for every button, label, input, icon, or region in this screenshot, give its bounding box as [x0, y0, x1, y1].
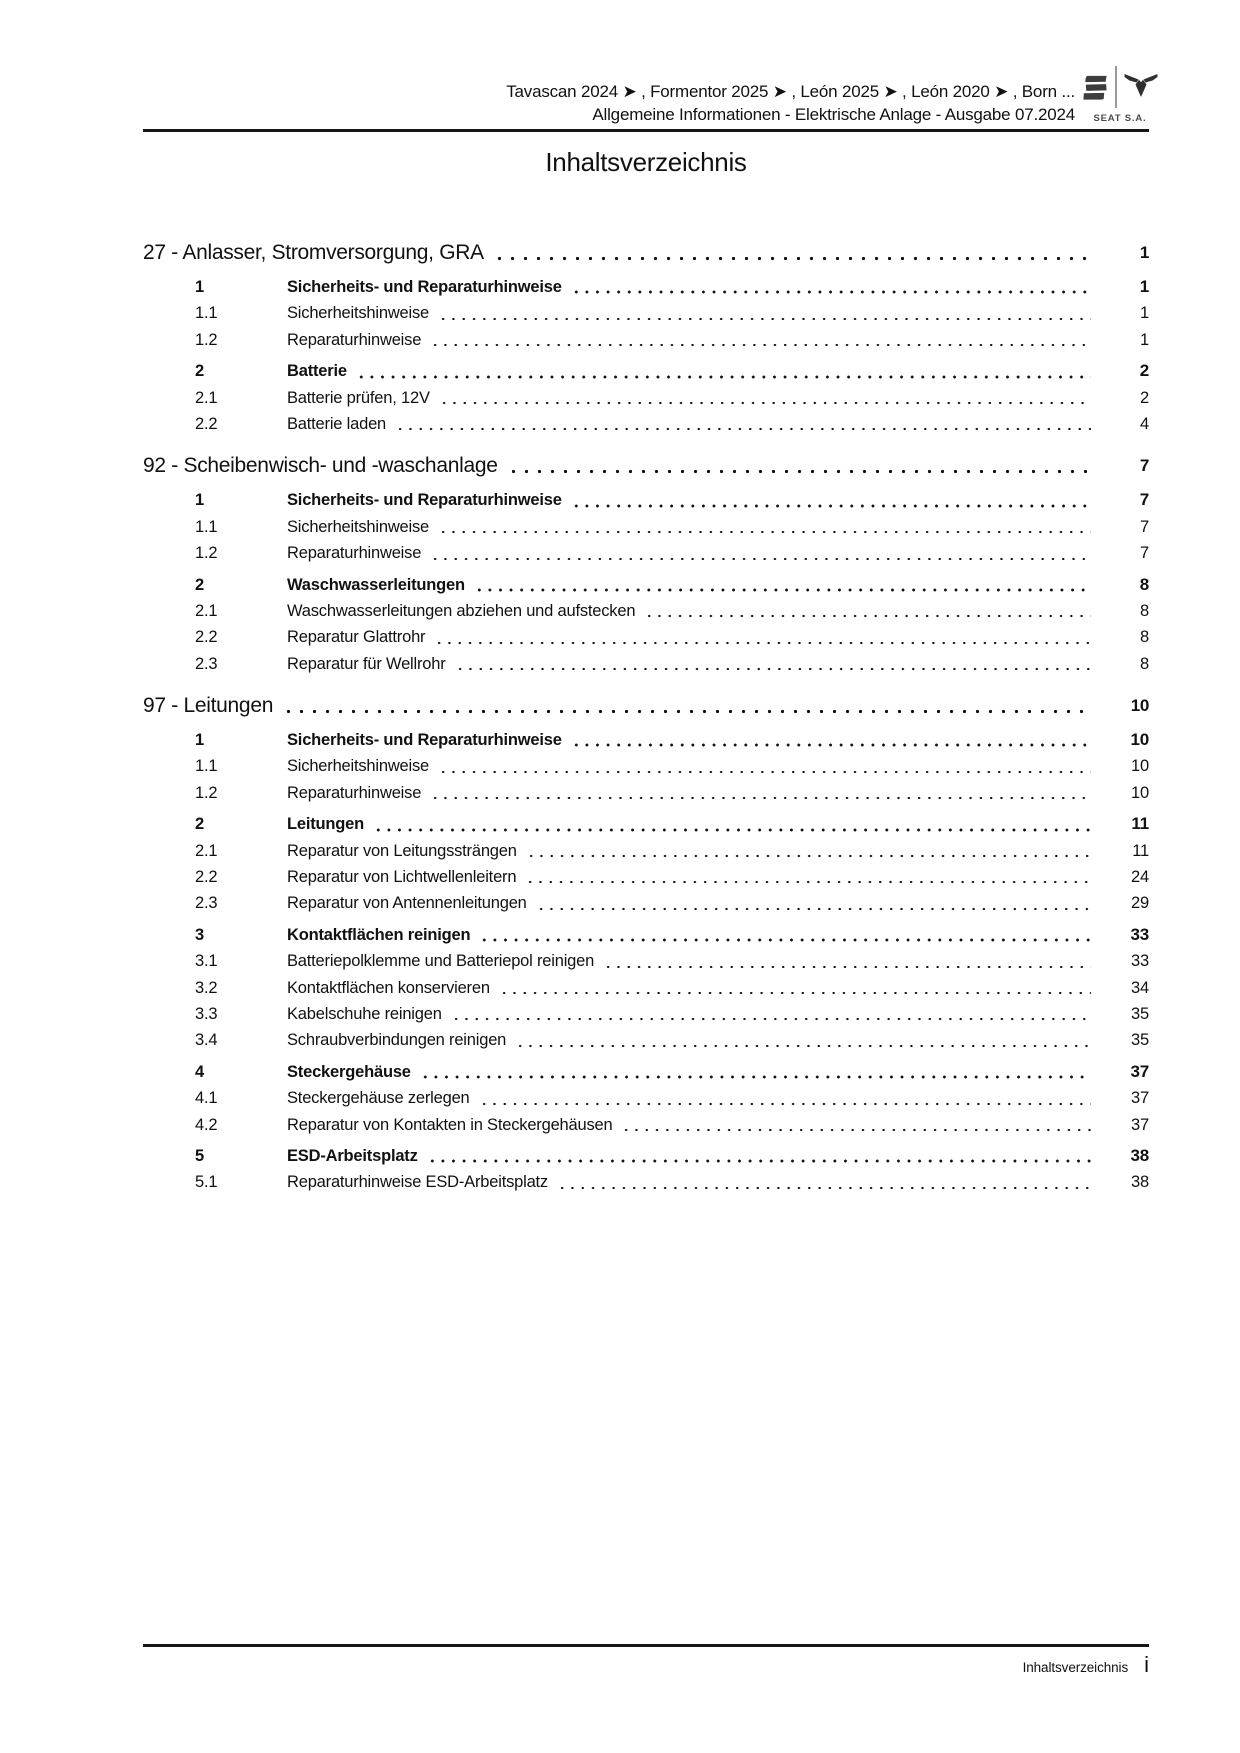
toc-entry-label: Reparatur von Antennenleitungen — [287, 894, 527, 913]
seat-logo-icon — [1082, 73, 1108, 102]
toc-entry[interactable] — [143, 811, 1149, 837]
toc-entry-number: 1 — [195, 731, 204, 750]
toc-entry-number: 3.4 — [195, 1031, 218, 1050]
toc-entry-page: 24 — [1131, 868, 1149, 887]
toc-entry-page: 7 — [1140, 517, 1149, 536]
dot-leader — [499, 975, 1091, 1001]
dot-leader — [420, 1059, 1091, 1085]
toc-entry-number: 4 — [195, 1062, 204, 1081]
toc-entry-label: Batteriepolklemme und Batteriepol reinigen — [287, 952, 595, 971]
toc-entry-number: 3.1 — [195, 952, 218, 971]
toc-entry-page: 7 — [1140, 544, 1149, 563]
toc-entry[interactable] — [143, 890, 1149, 916]
page-title: Inhaltsverzeichnis — [545, 147, 747, 177]
toc-entry-page: 35 — [1131, 1004, 1149, 1023]
toc-entry-page: 7 — [1139, 490, 1149, 510]
toc-entry-label: Kontaktflächen reinigen — [287, 925, 471, 944]
toc-entry[interactable] — [143, 327, 1149, 353]
toc-entry[interactable] — [143, 922, 1149, 948]
brand-logos — [1076, 64, 1164, 110]
toc-entry-number: 2.2 — [195, 628, 218, 647]
toc-entry-page: 8 — [1140, 601, 1149, 620]
toc-entry-page: 37 — [1130, 1061, 1149, 1081]
toc-entry-number: 2 — [195, 362, 204, 381]
toc-entry-page: 2 — [1140, 388, 1149, 407]
toc-entry-page: 11 — [1132, 841, 1149, 860]
toc-entry[interactable] — [143, 385, 1149, 411]
toc-entry[interactable] — [143, 1112, 1149, 1138]
toc-entry-number: 2.3 — [195, 894, 218, 913]
dot-leader — [427, 1143, 1091, 1169]
toc-entry[interactable] — [143, 411, 1149, 437]
footer-page-number: i — [1144, 1652, 1149, 1677]
toc-section-title: 97 - Leitungen — [143, 694, 274, 718]
toc-section — [143, 451, 1149, 677]
dot-leader — [479, 922, 1091, 948]
brand-block — [1076, 64, 1164, 124]
toc-entry-label: Steckergehäuse — [287, 1062, 411, 1081]
dot-leader — [430, 327, 1091, 353]
toc-entry-page: 8 — [1139, 574, 1149, 594]
toc-section-header[interactable] — [143, 691, 1149, 721]
toc-entry[interactable] — [143, 598, 1149, 624]
toc-entry-page: 1 — [1140, 330, 1149, 349]
toc-entry-page: 37 — [1131, 1089, 1149, 1108]
toc-entry-number: 2.1 — [195, 601, 218, 620]
toc-entry-label: Sicherheits- und Reparaturhinweise — [287, 278, 562, 296]
dot-leader — [356, 358, 1091, 384]
toc-entry-label: Sicherheits- und Reparaturhinweise — [287, 731, 562, 750]
toc-section-title: 27 - Anlasser, Stromversorgung, GRA — [143, 241, 484, 264]
toc-entry[interactable] — [143, 864, 1149, 890]
toc-entry[interactable] — [143, 1085, 1149, 1111]
page-header — [506, 80, 1075, 126]
toc-entry-page: 38 — [1131, 1173, 1149, 1192]
toc-entry-label: Reparatur von Lichtwellenleitern — [287, 868, 517, 887]
toc-entry-number: 1.1 — [195, 304, 218, 323]
dot-leader — [438, 514, 1091, 540]
toc-entry-label: Sicherheitshinweise — [287, 517, 430, 536]
cupra-logo-icon — [1124, 70, 1158, 104]
toc-entry-label: Reparatur Glattrohr — [287, 628, 426, 647]
dot-leader — [438, 753, 1091, 779]
header-subtitle-line: Allgemeine Informationen - Elektrische Anlage - Ausgabe 07.2024 — [592, 105, 1075, 124]
dot-leader — [557, 1169, 1091, 1195]
dot-leader — [621, 1112, 1091, 1138]
toc-entry[interactable] — [143, 514, 1149, 540]
dot-leader — [507, 451, 1091, 481]
toc-entry-page: 11 — [1131, 814, 1149, 834]
toc-entry-label: Reparatur für Wellrohr — [287, 654, 446, 673]
toc-entry[interactable] — [143, 975, 1149, 1001]
page-footer — [1023, 1652, 1149, 1678]
toc-entry-label: Waschwasserleitungen abziehen und aufstecken — [287, 601, 636, 620]
dot-leader — [479, 1085, 1091, 1111]
toc-entry[interactable] — [143, 572, 1149, 598]
toc-entry-number: 1 — [195, 278, 204, 296]
dot-leader — [603, 948, 1091, 974]
dot-leader — [515, 1027, 1091, 1053]
toc-entry-number: 1.2 — [195, 330, 218, 349]
toc-entry-label: Reparaturhinweise ESD-Arbeitsplatz — [287, 1173, 548, 1192]
toc-entry-page: 35 — [1131, 1031, 1149, 1050]
toc-entry-number: 2.2 — [195, 868, 218, 887]
toc-entry[interactable] — [143, 651, 1149, 677]
toc-entry[interactable] — [143, 1001, 1149, 1027]
toc-entry-label: Leitungen — [287, 815, 365, 834]
header-rule — [143, 129, 1149, 132]
toc-entry-label: Batterie — [287, 362, 347, 381]
toc-entry-page: 38 — [1130, 1145, 1149, 1165]
toc-entry-page: 34 — [1131, 978, 1149, 997]
toc-entry-page: 10 — [1130, 730, 1149, 750]
toc-entry-number: 5.1 — [195, 1173, 218, 1192]
toc-entry-number: 2.1 — [195, 841, 218, 860]
toc-entry[interactable] — [143, 487, 1149, 513]
dot-leader — [430, 780, 1091, 806]
toc-entry-page: 1 — [1139, 277, 1149, 296]
toc-entry-label: ESD-Arbeitsplatz — [287, 1146, 418, 1165]
toc-entry-page: 29 — [1131, 894, 1149, 913]
toc-entry-number: 4.1 — [195, 1089, 218, 1108]
toc-section-title: 92 - Scheibenwisch- und -waschanlage — [143, 454, 498, 478]
toc-entry-label: Reparaturhinweise — [287, 783, 422, 802]
toc-entry-label: Batterie prüfen, 12V — [287, 388, 430, 407]
dot-leader — [474, 572, 1091, 598]
toc-entry-label: Reparaturhinweise — [287, 330, 422, 349]
dot-leader — [493, 238, 1091, 268]
toc-entry[interactable] — [143, 358, 1149, 384]
toc-entry-label: Sicherheitshinweise — [287, 304, 430, 323]
toc-entry[interactable] — [143, 300, 1149, 326]
toc-entry[interactable] — [143, 1059, 1149, 1085]
dot-leader — [438, 300, 1091, 326]
toc-entry-number: 5 — [195, 1146, 204, 1165]
toc-entry-label: Sicherheits- und Reparaturhinweise — [287, 491, 562, 510]
dot-leader — [430, 540, 1091, 566]
toc-section-page: 1 — [1139, 243, 1149, 262]
toc-entry[interactable] — [143, 1143, 1149, 1169]
header-models-line: Tavascan 2024 ➤ , Formentor 2025 ➤ , León 2025 ➤ , León 2020 ➤ , Born ... — [506, 82, 1075, 101]
dot-leader — [395, 411, 1091, 437]
brand-caption: SEAT S.A. — [1093, 113, 1147, 124]
dot-leader — [644, 598, 1091, 624]
logo-divider — [1115, 66, 1117, 108]
toc-entry-label: Waschwasserleitungen — [287, 575, 465, 594]
dot-leader — [434, 624, 1091, 650]
toc-entry-page: 8 — [1140, 628, 1149, 647]
toc — [143, 238, 1149, 1196]
toc-entry-page: 33 — [1131, 952, 1149, 971]
toc-entry-page: 33 — [1130, 924, 1149, 944]
toc-entry-label: Reparatur von Leitungssträngen — [287, 841, 517, 860]
toc-section-page: 10 — [1130, 696, 1149, 716]
toc-entry-number: 2.3 — [195, 654, 218, 673]
toc-entry-number: 2 — [195, 815, 204, 834]
footer-label: Inhaltsverzeichnis — [1022, 1660, 1129, 1675]
toc-entry-number: 2.1 — [195, 388, 218, 407]
toc-entry[interactable] — [143, 1169, 1149, 1195]
toc-section — [143, 691, 1149, 1196]
toc-entry[interactable] — [143, 838, 1149, 864]
toc-entry[interactable] — [143, 1027, 1149, 1053]
toc-entry-page: 37 — [1131, 1115, 1149, 1134]
toc-entry-number: 3.3 — [195, 1004, 218, 1023]
toc-entry[interactable] — [143, 540, 1149, 566]
toc-section-header[interactable] — [143, 451, 1149, 481]
dot-leader — [439, 385, 1091, 411]
dot-leader — [526, 838, 1091, 864]
toc-entry[interactable] — [143, 780, 1149, 806]
footer-rule — [143, 1644, 1149, 1647]
toc-section-page: 7 — [1139, 456, 1149, 476]
toc-entry[interactable] — [143, 753, 1149, 779]
toc-entry-label: Kontaktflächen konservieren — [287, 978, 490, 997]
toc-entry[interactable] — [143, 624, 1149, 650]
toc-entry[interactable] — [143, 274, 1149, 300]
toc-entry-number: 3.2 — [195, 978, 218, 997]
toc-section — [143, 238, 1149, 437]
dot-leader — [282, 691, 1091, 721]
dot-leader — [455, 651, 1091, 677]
toc-entry-number: 1.2 — [195, 544, 218, 563]
toc-entry-number: 1 — [195, 491, 204, 510]
toc-entry-label: Reparaturhinweise — [287, 544, 422, 563]
toc-entry-page: 10 — [1131, 757, 1149, 776]
toc-entry-label: Batterie laden — [287, 414, 387, 433]
toc-entry-label: Schraubverbindungen reinigen — [287, 1031, 507, 1050]
dot-leader — [525, 864, 1091, 890]
toc-entry-number: 1.2 — [195, 783, 218, 802]
toc-entry-number: 2.2 — [195, 414, 218, 433]
toc-entry-label: Sicherheitshinweise — [287, 757, 430, 776]
toc-section-header[interactable] — [143, 238, 1149, 268]
dot-leader — [571, 487, 1091, 513]
dot-leader — [571, 727, 1091, 753]
toc-entry-number: 2 — [195, 575, 204, 594]
toc-entry-page: 8 — [1140, 654, 1149, 673]
toc-entry[interactable] — [143, 948, 1149, 974]
toc-entry-number: 4.2 — [195, 1115, 218, 1134]
dot-leader — [571, 274, 1091, 300]
dot-leader — [536, 890, 1091, 916]
toc-entry[interactable] — [143, 727, 1149, 753]
toc-entry-label: Reparatur von Kontakten in Steckergehäusen — [287, 1115, 613, 1134]
toc-entry-page: 10 — [1131, 783, 1149, 802]
toc-entry-label: Kabelschuhe reinigen — [287, 1004, 442, 1023]
toc-entry-page: 2 — [1139, 361, 1149, 381]
toc-entry-number: 1.1 — [195, 757, 218, 776]
toc-entry-page: 1 — [1140, 304, 1149, 323]
toc-entry-number: 3 — [195, 925, 204, 944]
dot-leader — [373, 811, 1091, 837]
dot-leader — [451, 1001, 1091, 1027]
toc-entry-number: 1.1 — [195, 517, 218, 536]
toc-entry-label: Steckergehäuse zerlegen — [287, 1089, 470, 1108]
toc-entry-page: 4 — [1140, 414, 1149, 433]
